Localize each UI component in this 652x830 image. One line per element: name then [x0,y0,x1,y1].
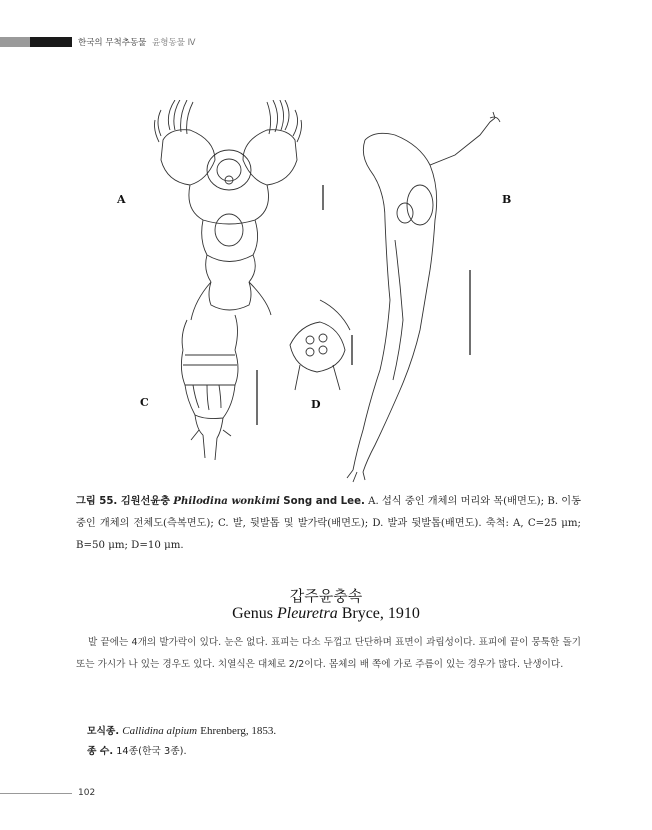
caption-authors: Song and Lee. [283,496,365,507]
header-bar-black [30,37,72,47]
figure-drawing [95,100,555,485]
species-count-label: 종 수. [87,746,114,757]
footer-rule [0,793,72,794]
type-species-label: 모식종. [87,726,120,737]
genus-author: Bryce, 1910 [341,605,420,622]
figure-label-a: A [117,193,126,206]
caption-figure-number: 그림 55. 김원선윤충 [76,496,171,507]
figure-label-c: C [140,396,149,409]
species-count-value: 14종(한국 3종). [116,746,187,757]
species-count [87,743,187,757]
figure-caption [76,490,581,557]
genus-description: 발 끝에는 4개의 발가락이 있다. 눈은 없다. 표피는 다소 두껍고 단단하며 표면이 과립성이다. 표피에 끝이 뭉툭한 돌기 또는 가시가 나 있는 경우도 있다. 치열식은 대체로 2/2이다. 몸체의 배 쪽에 가로 주름이 있는 경우가 많다. 난생이다. [76,637,581,670]
figure-label-b: B [502,193,512,206]
header-color-bar [0,37,72,47]
running-head [78,36,195,48]
genus-name: Pleuretra [276,605,338,622]
running-head-title: 한국의 무척추동물 [78,38,147,48]
caption-species-name: Philodina wonkimi [173,495,281,507]
section-title-korean: 갑주윤충속 [289,587,363,605]
running-head-subtitle: 윤형동물 Ⅳ [152,38,196,48]
drawing-c [181,315,257,460]
figure-55 [95,100,555,485]
section-title-genus [0,605,652,623]
drawing-b [347,112,500,482]
type-species-name: Callidina alpium [122,725,198,737]
genus-prefix: Genus [232,605,273,622]
header-bar-gray [0,37,30,47]
type-species [87,723,276,737]
drawing-a [155,100,324,320]
drawing-d [290,300,352,390]
figure-label-d: D [311,398,321,411]
type-species-author: Ehrenberg, 1853. [200,725,277,737]
caption-text: A. 섭식 중인 개체의 머리와 목(배면도); B. 이동 중인 개체의 전체도(측복면도); C. 발, 뒷발톱 및 발가락(배면도); D. 발과 뒷발톱(배면도). 축척: A, C=25 μm; B=50 μm; D=10 μm. [76,496,581,551]
page-number: 102 [78,788,96,798]
